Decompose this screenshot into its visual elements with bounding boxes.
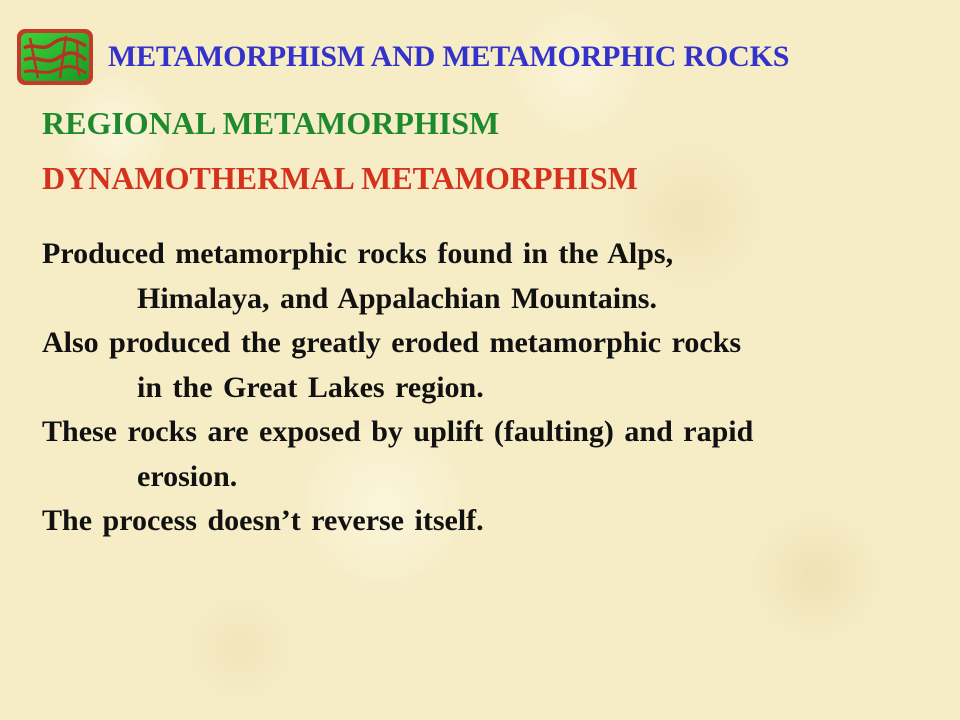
paragraph-uplift: [42, 410, 942, 499]
paragraph-great-lakes: [42, 321, 942, 410]
paragraph-alps: [42, 232, 942, 321]
paragraph-line: The process doesn’t reverse itself.: [42, 504, 484, 537]
paragraph-line: These rocks are exposed by uplift (faulting) and rapid: [42, 415, 754, 448]
paragraph-line: Also produced the greatly eroded metamorphic rocks: [42, 326, 742, 359]
metamorphic-rock-icon: [16, 28, 94, 86]
paragraph-process: [42, 499, 942, 544]
paragraph-line: Produced metamorphic rocks found in the Alps,: [42, 237, 674, 270]
body-text-list: [42, 232, 942, 544]
heading-dynamothermal-metamorphism: DYNAMOTHERMAL METAMORPHISM: [42, 160, 638, 196]
heading-regional-metamorphism: REGIONAL METAMORPHISM: [42, 105, 500, 141]
paragraph-line-indented: Himalaya, and Appalachian Mountains.: [137, 281, 657, 315]
slide-title: METAMORPHISM AND METAMORPHIC ROCKS: [108, 40, 790, 73]
paragraph-line-indented: erosion.: [137, 459, 238, 493]
paragraph-line-indented: in the Great Lakes region.: [137, 370, 484, 404]
